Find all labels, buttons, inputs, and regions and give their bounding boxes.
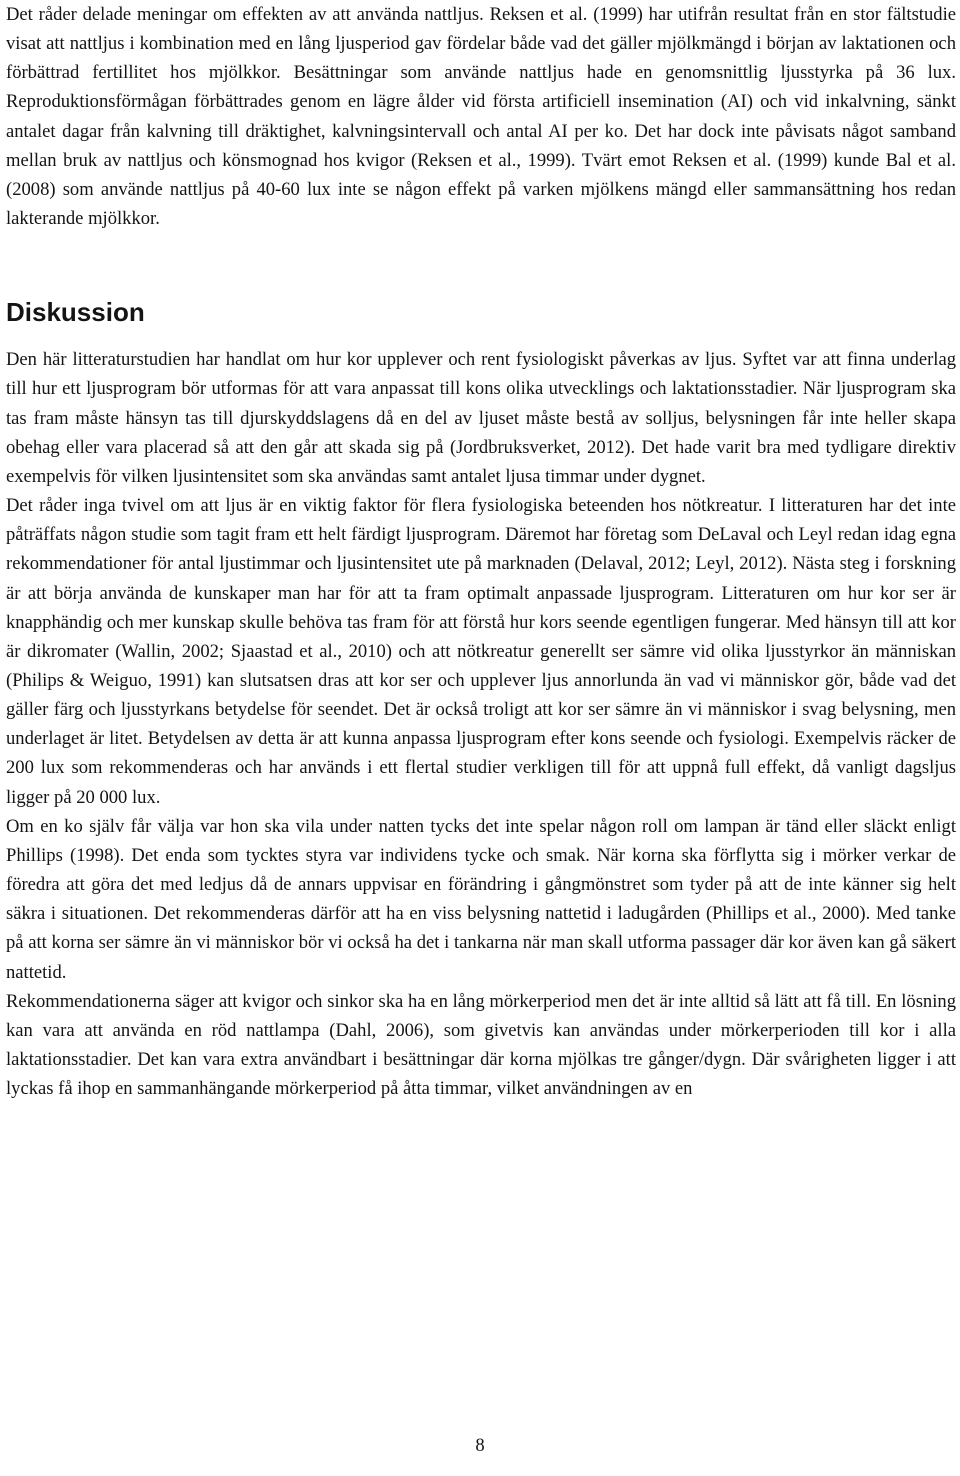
section-heading-discussion: Diskussion xyxy=(6,297,145,328)
paragraph-night-resting: Om en ko själv får välja var hon ska vila under natten tycks det inte spelar någon roll om lampan är tänd eller släckt enligt Phillips (1998). Det enda som tycktes styra var individens tycke och smak. När korna ska förflytta sig i mörker verkar de föredra att göra det med ledjus då de annars uppvisar en förändring i gångmönstret som tyder på att de inte känner sig helt säkra i situationen. Det rekommenderas därför att ha en viss belysning nattetid i ladugården (Phillips et al., 2000). Med tanke på att korna ser sämre än vi människor bör vi också ha det i tankarna när man skall utforma passager där kor även kan gå säkert nattetid. xyxy=(6,815,956,983)
paragraph-light-importance: Det råder inga tvivel om att ljus är en viktig faktor för flera fysiologiska beteenden hos nötkreatur. I litteraturen har det inte påträffats någon studie som tagit fram ett helt färdigt ljusprogram. Däremot har företag som DeLaval och Leyl redan idag egna rekommendationer för antal ljustimmar och ljusintensitet ute på marknaden (Delaval, 2012; Leyl, 2012). Nästa steg i forskning är att börja använda de kunskaper man har för att ta fram optimalt anpassade ljusprogram. Litteraturen om hur kor ser är knapphändig och mer kunskap skulle behöva tas fram för att förstå hur kors seende egentligen fungerar. Med hänsyn till att kor är dikromater (Wallin, 2002; Sjaastad et al., 2010) och att nötkreatur generellt ser sämre vid olika ljusstyrkor än människan (Philips & Weiguo, 1991) kan slutsatsen dras att kor ser och upplever ljus annorlunda än vad vi människor gör, både vad det gäller färg och ljusstyrkans betydelse för seendet. Det är också troligt att kor ser sämre än vi människor i svag belysning, men underlaget är litet. Betydelsen av detta är att kunna anpassa ljusprogram efter kons seende och fysiologi. Exempelvis räcker de 200 lux som rekommenderas och har används i ett flertal studier verkligen till för att uppnå full effekt, då vanligt dagsljus ligger på 20 000 lux. xyxy=(6,495,956,808)
page-number: 8 xyxy=(475,1435,485,1456)
document-page xyxy=(6,0,956,1103)
paragraph-night-light-effects: Det råder delade meningar om effekten av att använda nattljus. Reksen et al. (1999) har utifrån resultat från en stor fältstudie visat att nattljus i kombination med en lång ljusperiod gav fördelar både vad det gäller mjölkmängd i början av laktationen och förbättrad fertillitet hos mjölkkor. Besättningar som använde nattljus hade en genomsnittlig ljusstyrka på 36 lux. Reproduktionsförmågan förbättrades genom en lägre ålder vid första artificiell insemination (AI) och vid inkalvning, sänkt antalet dagar från kalvning till dräktighet, kalvningsintervall och antal AI per ko. Det har dock inte påvisats något samband mellan bruk av nattljus och könsmognad hos kvigor (Reksen et al., 1999). Tvärt emot Reksen et al. (1999) kunde Bal et al. (2008) som använde nattljus på 40-60 lux inte se någon effekt på varken mjölkens mängd eller sammansättning hos redan lakterande mjölkkor. xyxy=(6,4,956,230)
paragraph-recommendations: Rekommendationerna säger att kvigor och sinkor ska ha en lång mörkerperiod men det är inte alltid så lätt att få till. En lösning kan vara att använda en röd nattlampa (Dahl, 2006), som givetvis kan användas under mörkerperioden till kor i alla laktationsstadier. Det kan vara extra användbart i besättningar där korna mjölkas tre gånger/dygn. Där svårigheten ligger i att lyckas få ihop en sammanhängande mörkerperiod på åtta timmar, vilket användningen av en xyxy=(6,990,956,1100)
paragraph-study-purpose: Den här litteraturstudien har handlat om hur kor upplever och rent fysiologiskt påverkas av ljus. Syftet var att finna underlag till hur ett ljusprogram bör utformas för att vara anpassat till kons olika utvecklings och laktationsstadier. När ljusprogram ska tas fram måste hänsyn tas till djurskyddslagens då en del av ljuset måste bestå av solljus, belysningen får inte heller skapa obehag eller vara placerad så att den går att skada sig på (Jordbruksverket, 2012). Det hade varit bra med tydligare direktiv exempelvis för vilken ljusintensitet som ska användas samt antalet ljusa timmar under dygnet. xyxy=(6,349,956,487)
